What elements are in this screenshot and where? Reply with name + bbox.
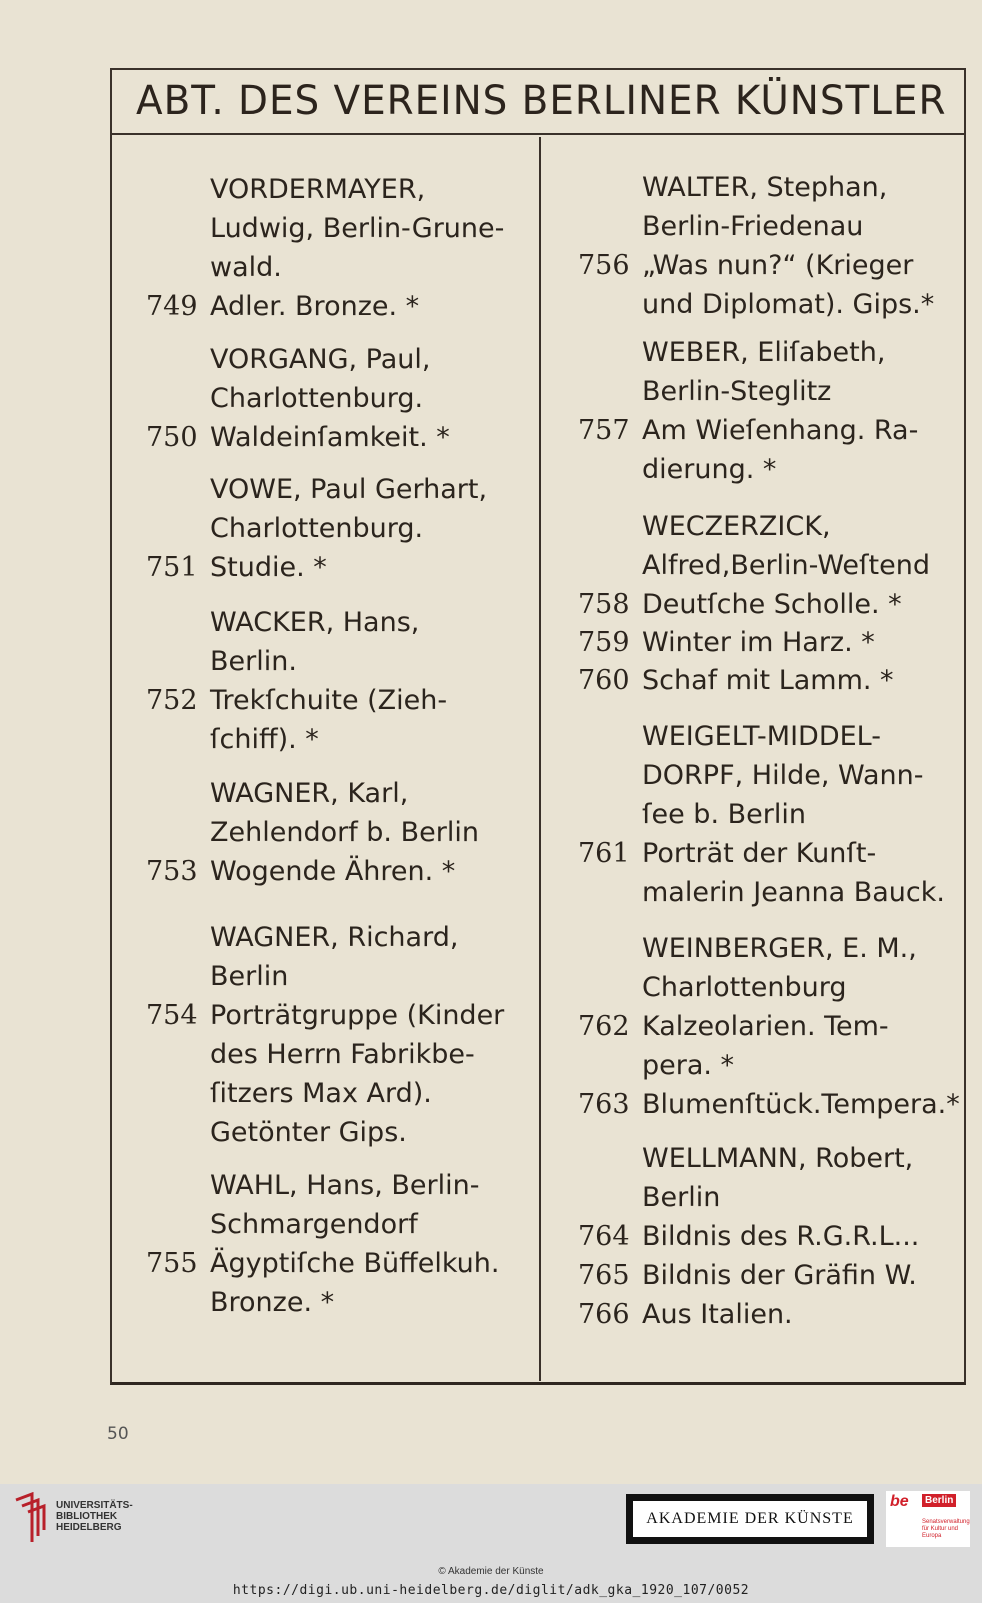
catalog-number: 754 <box>146 1000 198 1031</box>
catalog-number: 757 <box>578 415 630 446</box>
catalog-line: Getönter Gips. <box>210 1117 407 1148</box>
catalog-line: VOWE, Paul Gerhart, <box>210 474 488 505</box>
catalog-line: WAHL, Hans, Berlin- <box>210 1170 480 1201</box>
catalog-line: Charlottenburg <box>642 972 847 1003</box>
catalog-number: 762 <box>578 1011 630 1042</box>
catalog-number: 765 <box>578 1260 630 1291</box>
column-divider <box>539 137 541 1381</box>
catalog-number: 752 <box>146 685 198 716</box>
section-title: ABT. DES VEREINS BERLINER KÜNSTLER <box>136 78 947 124</box>
catalog-line: Zehlendorf b. Berlin <box>210 817 479 848</box>
copyright-notice: © Akademie der Künste <box>438 1566 544 1577</box>
catalog-line: WACKER, Hans, <box>210 607 420 638</box>
catalog-line: Bronze. * <box>210 1287 335 1318</box>
university-library-logo-icon[interactable] <box>12 1492 48 1544</box>
title-rule <box>112 133 964 135</box>
senate-logo[interactable] <box>886 1491 970 1547</box>
catalog-line: WAGNER, Karl, <box>210 778 409 809</box>
catalog-line: ſee b. Berlin <box>642 799 806 830</box>
catalog-line: Bildnis des R.G.R.L... <box>642 1221 920 1252</box>
catalog-line: Schmargendorf <box>210 1209 418 1240</box>
source-url-link[interactable]: https://digi.ub.uni-heidelberg.de/diglit/adk_gka_1920_107/0052 <box>232 1583 750 1598</box>
catalog-line: und Diplomat). Gips.* <box>642 289 935 320</box>
catalog-line: WALTER, Stephan, <box>642 172 888 203</box>
catalog-number: 761 <box>578 838 630 869</box>
catalog-line: Porträt der Kunſt- <box>642 838 877 869</box>
catalog-line: Berlin <box>642 1182 721 1213</box>
akademie-logo[interactable] <box>626 1494 874 1544</box>
page-number: 50 <box>107 1424 129 1444</box>
catalog-line: wald. <box>210 252 282 283</box>
catalog-line: Berlin-Steglitz <box>642 376 832 407</box>
senate-logo-mark: be <box>890 1493 909 1510</box>
catalog-line: Ägyptiſche Büffelkuh. <box>210 1248 500 1279</box>
catalog-line: Berlin-Friedenau <box>642 211 864 242</box>
catalog-number: 763 <box>578 1089 630 1120</box>
catalog-number: 749 <box>146 291 198 322</box>
catalog-line: Deutſche Scholle. * <box>642 589 902 620</box>
catalog-line: Schaf mit Lamm. * <box>642 665 894 696</box>
catalog-number: 753 <box>146 856 198 887</box>
catalog-line: Berlin. <box>210 646 297 677</box>
catalog-line: ſchiff). * <box>210 724 319 755</box>
catalog-line: DORPF, Hilde, Wann- <box>642 760 924 791</box>
catalog-line: malerin Jeanna Bauck. <box>642 877 945 908</box>
catalog-line: Berlin <box>210 961 289 992</box>
catalog-number: 764 <box>578 1221 630 1252</box>
catalog-line: Kalzeolarien. Tem- <box>642 1011 889 1042</box>
catalog-number: 766 <box>578 1299 630 1330</box>
catalog-line: Charlottenburg. <box>210 513 424 544</box>
catalog-line: Wogende Ähren. * <box>210 856 456 887</box>
catalog-number: 750 <box>146 422 198 453</box>
catalog-line: Adler. Bronze. * <box>210 291 420 322</box>
akademie-logo-label: AKADEMIE DER KÜNSTE <box>632 1500 868 1538</box>
senate-logo-tag: Berlin <box>922 1494 956 1507</box>
senate-logo-subtitle: Senatsverwaltung für Kultur und Europa <box>922 1519 970 1539</box>
catalog-number: 760 <box>578 665 630 696</box>
catalog-number: 759 <box>578 627 630 658</box>
catalog-line: Trekſchuite (Zieh- <box>210 685 448 716</box>
catalog-line: VORDERMAYER, <box>210 174 426 205</box>
catalog-line: WECZERZICK, <box>642 511 831 542</box>
catalog-line: Studie. * <box>210 552 327 583</box>
catalog-line: Porträtgruppe (Kinder <box>210 1000 505 1031</box>
university-library-name[interactable]: UNIVERSITÄTS- BIBLIOTHEK HEIDELBERG <box>56 1500 133 1533</box>
catalog-line: dierung. * <box>642 454 777 485</box>
catalog-number: 756 <box>578 250 630 281</box>
catalog-line: VORGANG, Paul, <box>210 344 431 375</box>
catalog-line: Bildnis der Gräfin W. <box>642 1260 917 1291</box>
catalog-line: „Was nun?“ (Krieger <box>642 250 914 281</box>
catalog-number: 751 <box>146 552 198 583</box>
catalog-number: 758 <box>578 589 630 620</box>
catalog-line: pera. * <box>642 1050 735 1081</box>
catalog-line: Winter im Harz. * <box>642 627 875 658</box>
catalog-line: des Herrn Fabrikbe- <box>210 1039 475 1070</box>
catalog-line: WEIGELT-MIDDEL- <box>642 721 881 752</box>
catalog-line: Aus Italien. <box>642 1299 793 1330</box>
catalog-line: Blumenſtück.Tempera.* <box>642 1089 960 1120</box>
catalog-line: Waldeinſamkeit. * <box>210 422 450 453</box>
catalog-line: WAGNER, Richard, <box>210 922 459 953</box>
catalog-line: Alfred,Berlin-Weſtend <box>642 550 930 581</box>
catalog-line: WEINBERGER, E. M., <box>642 933 917 964</box>
catalog-line: Ludwig, Berlin-Grune- <box>210 213 505 244</box>
catalog-number: 755 <box>146 1248 198 1279</box>
catalog-line: Charlottenburg. <box>210 383 424 414</box>
catalog-line: Am Wieſenhang. Ra- <box>642 415 919 446</box>
catalog-line: WELLMANN, Robert, <box>642 1143 914 1174</box>
catalog-line: WEBER, Eliſabeth, <box>642 337 886 368</box>
catalog-line: ſitzers Max Ard). <box>210 1078 432 1109</box>
